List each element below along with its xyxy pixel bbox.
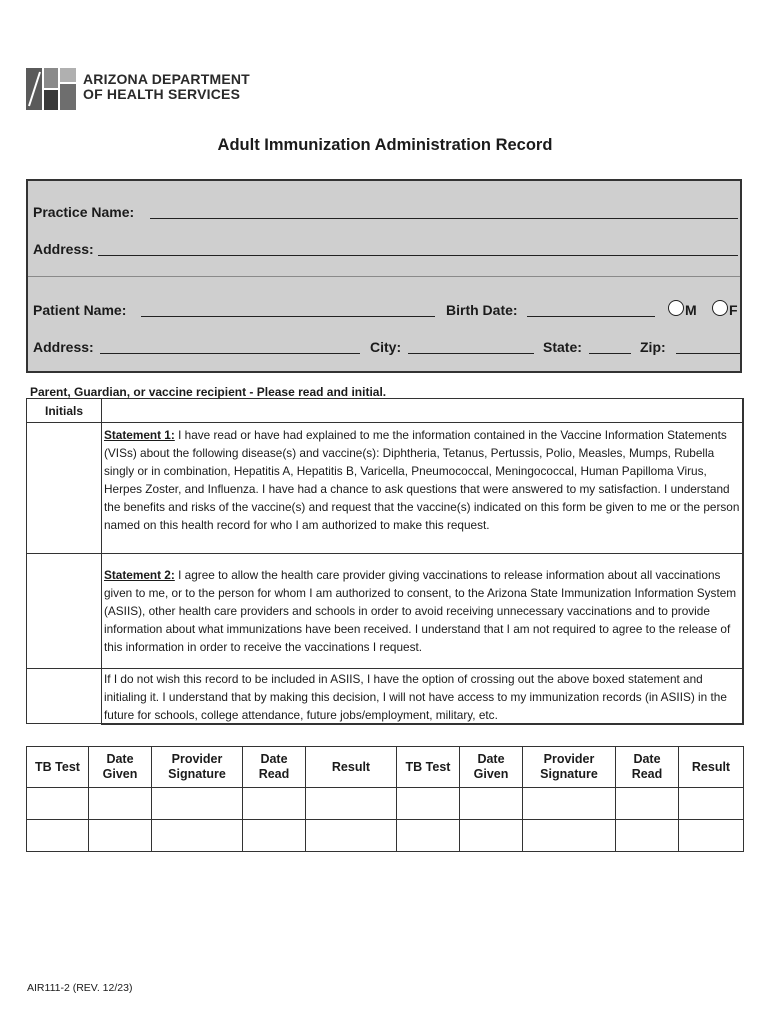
tb-header-result-1: Result [306, 747, 397, 788]
patient-info-box [26, 179, 742, 373]
statement2-paragraph [104, 566, 742, 656]
tb-cell[interactable] [152, 788, 243, 820]
sex-f-label: F [729, 302, 738, 318]
tb-header-date-given-1: Date Given [89, 747, 152, 788]
state-label: State: [543, 339, 582, 355]
tb-cell[interactable] [397, 820, 460, 852]
practice-name-field[interactable] [150, 218, 738, 219]
statement2-cell [101, 553, 744, 669]
practice-address-field[interactable] [98, 255, 738, 256]
tb-cell[interactable] [616, 820, 679, 852]
initials-header: Initials [26, 398, 102, 423]
tb-cell[interactable] [679, 820, 744, 852]
state-field[interactable] [589, 353, 631, 354]
tb-cell[interactable] [460, 788, 523, 820]
statement1-initials-field[interactable] [26, 422, 102, 554]
page-title: Adult Immunization Administration Record [217, 136, 553, 154]
agency-name-line2: OF HEALTH SERVICES [83, 86, 241, 102]
tb-cell[interactable] [89, 788, 152, 820]
sex-m-radio[interactable] [668, 300, 684, 316]
tb-cell[interactable] [679, 788, 744, 820]
zip-label: Zip: [640, 339, 666, 355]
agency-name [83, 72, 250, 102]
city-label: City: [370, 339, 402, 355]
agency-name-line1: ARIZONA DEPARTMENT [83, 71, 250, 87]
tb-cell[interactable] [306, 788, 397, 820]
section-divider [28, 276, 740, 277]
tb-header-date-given-2: Date Given [460, 747, 523, 788]
optout-cell [101, 668, 744, 725]
consent-instruction: Parent, Guardian, or vaccine recipient - Please read and initial. [30, 385, 387, 399]
statement1-paragraph [104, 426, 742, 534]
tb-header-provider-signature-2: Provider Signature [523, 747, 616, 788]
tb-cell[interactable] [152, 820, 243, 852]
statement1-cell [101, 422, 744, 554]
tb-header-date-read-2: Date Read [616, 747, 679, 788]
statement2-label: Statement 2: [104, 568, 175, 582]
statement1-text: I have read or have had explained to me the information contained in the Vaccine Information Statements (VISs) about the following disease(s) and vaccine(s): Diphtheria, Tetanus, Pertussis, Polio, Measles, Mumps, Rubella singly or in combination, Hepatitis A, Hepatitis B, Varicella, Pneumococcal, Meningococcal, Human Papilloma Virus, Herpes Zoster, and Influenza. I have had a chance to ask questions that were answered to my satisfaction. I understand the benefits and risks of the vaccine(s) and request that the vaccine(s) indicated on this form be given to me or the person named on this health record for who I am authorized to make this request. [104, 428, 740, 532]
patient-name-label: Patient Name: [33, 302, 127, 318]
tb-cell[interactable] [27, 820, 89, 852]
sex-f-radio[interactable] [712, 300, 728, 316]
practice-name-label: Practice Name: [33, 204, 135, 220]
statement2-text: I agree to allow the health care provider giving vaccinations to release information about all vaccinations given to me, or to the person for whom I am authorized to consent, to the Arizona State Immunization Information System (ASIIS), other health care providers and schools in order to avoid receiving unnecessary vaccinations and to provide information about what immunizations have been received. I understand that I am not required to agree to the release of this information in order to receive the vaccinations I request. [104, 568, 737, 654]
tb-test-table [26, 746, 744, 852]
optout-text: If I do not wish this record to be included in ASIIS, I have the option of crossing out the above boxed statement and initialing it. I understand that by making this decision, I will not have access to my immunization records (in ASIIS) in the future for schools, college attendance, future jobs/employment, military, etc. [104, 672, 727, 722]
sex-m-label: M [685, 302, 697, 318]
tb-header-date-read-1: Date Read [243, 747, 306, 788]
zip-field[interactable] [676, 353, 740, 354]
tb-header-tb-test-1: TB Test [27, 747, 89, 788]
tb-cell[interactable] [523, 820, 616, 852]
consent-table [26, 398, 743, 724]
statement2-initials-field[interactable] [26, 553, 102, 669]
header-blank-cell [101, 398, 744, 423]
table-row [27, 820, 744, 852]
form-id: AIR111-2 (REV. 12/23) [27, 982, 133, 994]
table-row [27, 788, 744, 820]
city-field[interactable] [408, 353, 534, 354]
patient-address-field[interactable] [100, 353, 360, 354]
birth-date-label: Birth Date: [446, 302, 518, 318]
tb-cell[interactable] [460, 820, 523, 852]
statement1-label: Statement 1: [104, 428, 175, 442]
birth-date-field[interactable] [527, 316, 655, 317]
tb-cell[interactable] [306, 820, 397, 852]
adhs-logo-icon [26, 66, 76, 112]
practice-address-label: Address: [33, 241, 94, 257]
tb-cell[interactable] [616, 788, 679, 820]
tb-header-provider-signature-1: Provider Signature [152, 747, 243, 788]
patient-name-field[interactable] [141, 316, 435, 317]
tb-cell[interactable] [243, 820, 306, 852]
tb-cell[interactable] [89, 820, 152, 852]
tb-cell[interactable] [523, 788, 616, 820]
tb-cell[interactable] [243, 788, 306, 820]
tb-cell[interactable] [397, 788, 460, 820]
tb-header-result-2: Result [679, 747, 744, 788]
tb-cell[interactable] [27, 788, 89, 820]
tb-header-row [27, 747, 744, 788]
patient-address-label: Address: [33, 339, 94, 355]
tb-header-tb-test-2: TB Test [397, 747, 460, 788]
